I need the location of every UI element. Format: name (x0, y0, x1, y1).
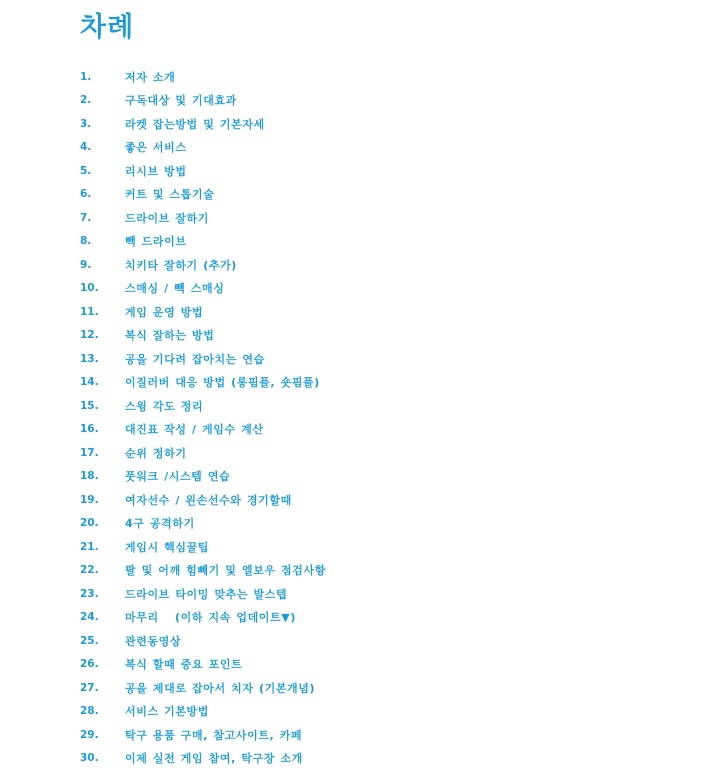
toc-item-15[interactable] (80, 394, 680, 418)
toc-item-label: 드라이브 타이밍 맞추는 발스텝 (125, 586, 287, 602)
toc-item-23[interactable] (80, 582, 680, 606)
toc-item-number: 18. (80, 470, 125, 482)
toc-item-number: 15. (80, 400, 125, 412)
toc-item-12[interactable] (80, 324, 680, 348)
toc-item-label: 공을 기다려 잡아치는 연습 (125, 351, 265, 367)
toc-item-number: 6. (80, 188, 125, 200)
toc-item-label: 저자 소개 (125, 69, 175, 85)
toc-item-number: 16. (80, 423, 125, 435)
toc-item-label: 게임 운영 방법 (125, 304, 203, 320)
toc-item-number: 11. (80, 306, 125, 318)
toc-item-2[interactable] (80, 89, 680, 113)
toc-item-19[interactable] (80, 488, 680, 512)
toc-item-label: 드라이브 잘하기 (125, 210, 209, 226)
toc-item-label: 관련동영상 (125, 633, 181, 649)
toc-item-20[interactable] (80, 512, 680, 536)
toc-item-number: 26. (80, 658, 125, 670)
toc-item-number: 23. (80, 588, 125, 600)
toc-item-label: 탁구 용품 구매, 참고사이트, 카페 (125, 727, 302, 743)
table-of-contents (80, 65, 680, 770)
toc-item-number: 10. (80, 282, 125, 294)
toc-item-label: 팔 및 어깨 힘빼기 및 엘보우 점검사항 (125, 562, 326, 578)
toc-item-6[interactable] (80, 183, 680, 207)
toc-item-28[interactable] (80, 700, 680, 724)
toc-item-14[interactable] (80, 371, 680, 395)
toc-item-number: 9. (80, 259, 125, 271)
toc-item-number: 1. (80, 71, 125, 83)
toc-item-label: 대진표 작성 / 게임수 계산 (125, 421, 264, 437)
toc-item-25[interactable] (80, 629, 680, 653)
toc-item-label: 리시브 방법 (125, 163, 187, 179)
toc-item-number: 13. (80, 353, 125, 365)
toc-item-number: 30. (80, 752, 125, 764)
toc-item-label: 공을 제대로 잡아서 치자 (기본개념) (125, 680, 315, 696)
toc-item-number: 21. (80, 541, 125, 553)
toc-item-number: 7. (80, 212, 125, 224)
toc-item-22[interactable] (80, 559, 680, 583)
toc-item-13[interactable] (80, 347, 680, 371)
toc-item-label: 마무리 (이하 지속 업데이트▼) (125, 609, 296, 625)
toc-item-label: 복식 할때 중요 포인트 (125, 656, 242, 672)
toc-item-27[interactable] (80, 676, 680, 700)
toc-item-24[interactable] (80, 606, 680, 630)
toc-item-label: 풋워크 /시스템 연습 (125, 468, 230, 484)
toc-item-number: 8. (80, 235, 125, 247)
toc-item-number: 17. (80, 447, 125, 459)
toc-item-label: 서비스 기본방법 (125, 703, 209, 719)
toc-item-30[interactable] (80, 747, 680, 770)
toc-item-number: 28. (80, 705, 125, 717)
toc-item-1[interactable] (80, 65, 680, 89)
toc-item-number: 29. (80, 729, 125, 741)
toc-item-21[interactable] (80, 535, 680, 559)
toc-item-number: 19. (80, 494, 125, 506)
toc-item-label: 구독대상 및 기대효과 (125, 92, 237, 108)
toc-item-label: 4구 공격하기 (125, 515, 195, 531)
toc-item-label: 좋은 서비스 (125, 139, 187, 155)
toc-item-label: 여자선수 / 왼손선수와 경기할때 (125, 492, 292, 508)
toc-item-11[interactable] (80, 300, 680, 324)
toc-item-number: 3. (80, 118, 125, 130)
toc-item-10[interactable] (80, 277, 680, 301)
toc-item-label: 빽 드라이브 (125, 233, 187, 249)
toc-item-7[interactable] (80, 206, 680, 230)
toc-item-16[interactable] (80, 418, 680, 442)
toc-item-5[interactable] (80, 159, 680, 183)
toc-item-label: 이질러버 대응 방법 (롱핌플, 숏핌플) (125, 374, 320, 390)
toc-item-label: 라켓 잡는방법 및 기본자세 (125, 116, 265, 132)
toc-item-label: 스매싱 / 빽 스매싱 (125, 280, 225, 296)
toc-item-number: 12. (80, 329, 125, 341)
toc-item-number: 14. (80, 376, 125, 388)
toc-item-label: 순위 정하기 (125, 445, 187, 461)
toc-item-18[interactable] (80, 465, 680, 489)
toc-item-26[interactable] (80, 653, 680, 677)
page-title: 차례 (80, 8, 134, 48)
toc-item-number: 20. (80, 517, 125, 529)
toc-item-number: 4. (80, 141, 125, 153)
toc-item-number: 25. (80, 635, 125, 647)
toc-item-4[interactable] (80, 136, 680, 160)
toc-item-8[interactable] (80, 230, 680, 254)
toc-item-9[interactable] (80, 253, 680, 277)
toc-item-label: 게임시 핵심꿀팁 (125, 539, 209, 555)
toc-item-17[interactable] (80, 441, 680, 465)
toc-item-number: 5. (80, 165, 125, 177)
toc-item-label: 커트 및 스톱기술 (125, 186, 214, 202)
toc-item-number: 22. (80, 564, 125, 576)
toc-item-number: 2. (80, 94, 125, 106)
toc-item-label: 치키타 잘하기 (추가) (125, 257, 237, 273)
toc-item-label: 이제 실전 게임 참여, 탁구장 소개 (125, 750, 303, 766)
toc-item-29[interactable] (80, 723, 680, 747)
toc-item-label: 복식 잘하는 방법 (125, 327, 214, 343)
toc-item-number: 27. (80, 682, 125, 694)
toc-item-3[interactable] (80, 112, 680, 136)
toc-item-number: 24. (80, 611, 125, 623)
toc-item-label: 스윙 각도 정리 (125, 398, 203, 414)
